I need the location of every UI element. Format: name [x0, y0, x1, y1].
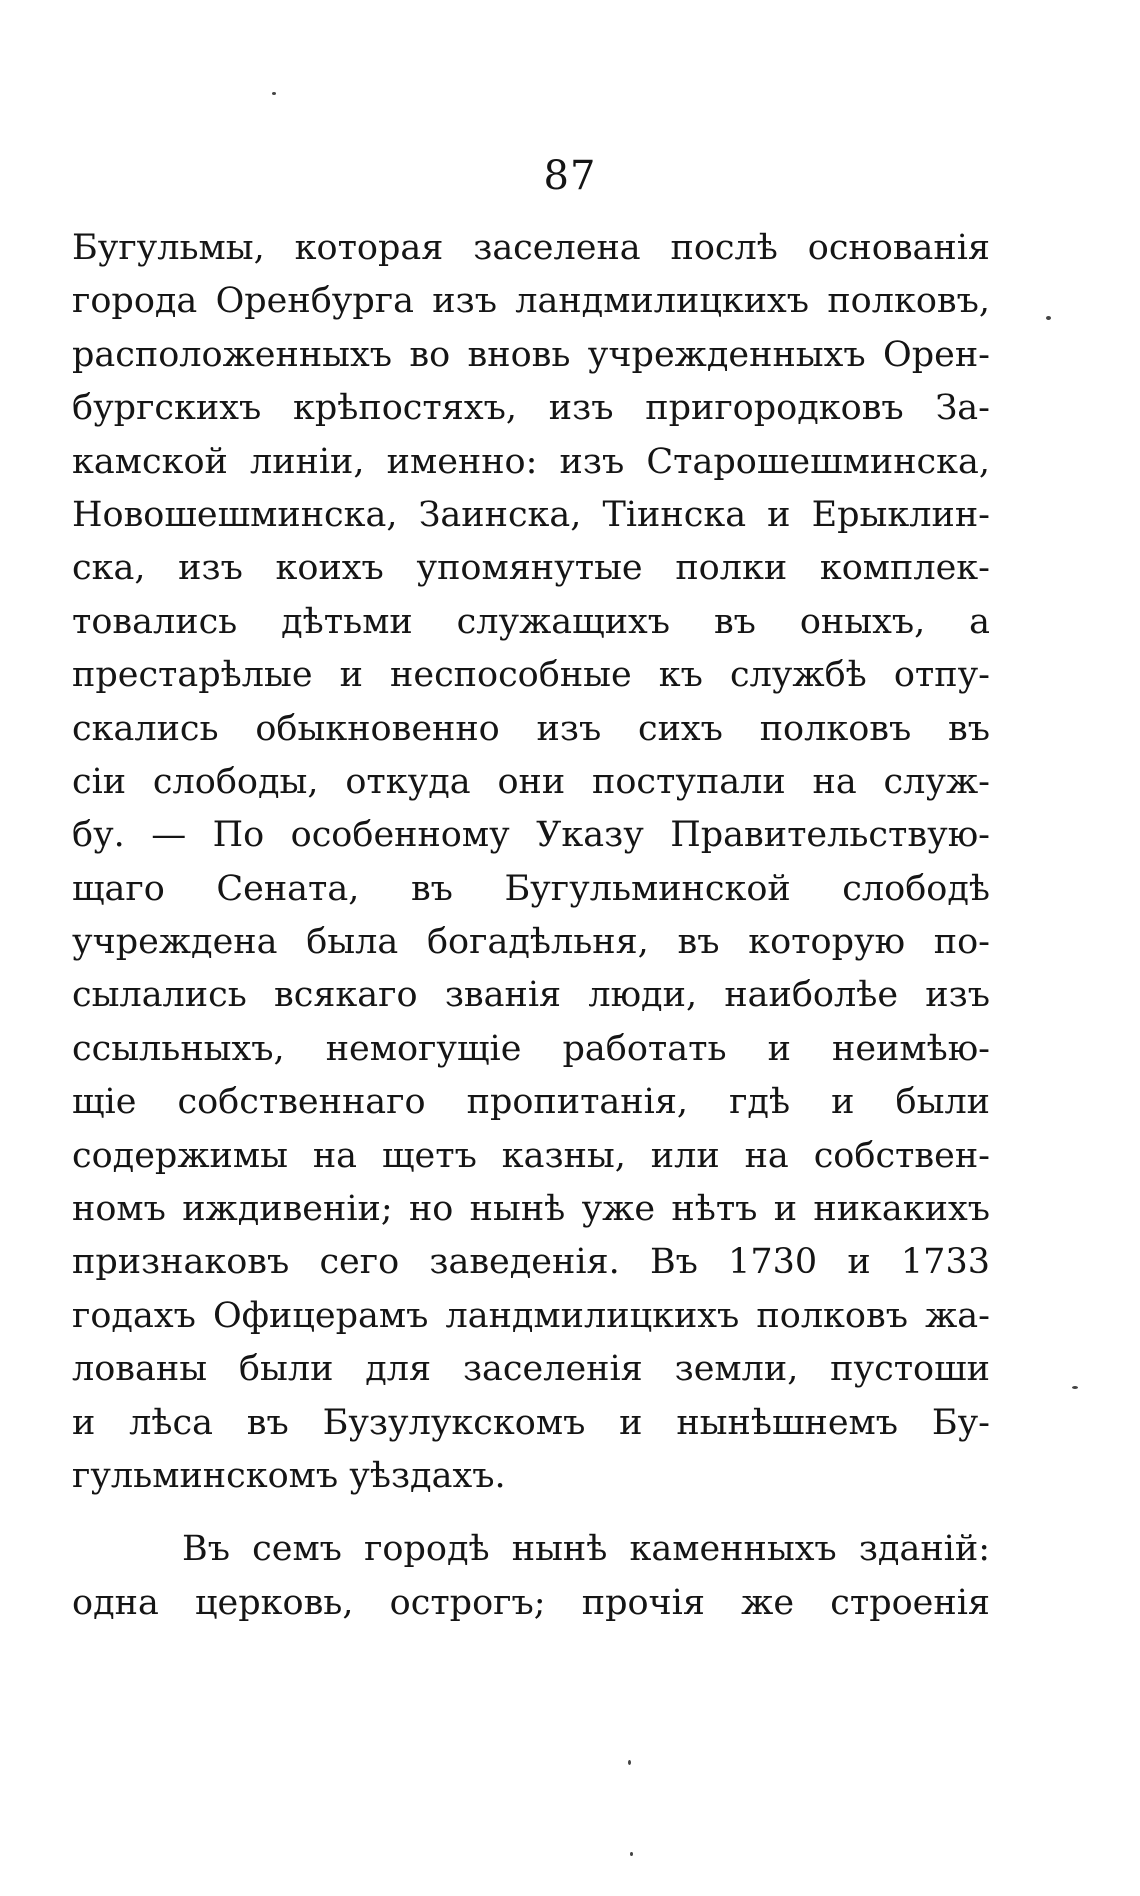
text-line: щіе собственнаго пропитанія, гдѣ и были	[72, 1082, 990, 1123]
text-line: годахъ Офицерамъ ландмилицкихъ полковъ жа-	[72, 1295, 990, 1336]
text-line: бу. — По особенному Указу Правительствую-	[72, 815, 990, 856]
text-line: ссыльныхъ, немогущіе работать и неимѣю-	[72, 1028, 990, 1069]
text-line: Новошешминска, Заинска, Тіинска и Ерыклин-	[72, 494, 990, 535]
scan-speck	[1046, 316, 1051, 320]
paragraph-gap	[72, 1503, 990, 1523]
text-line: Бугульмы, которая заселена послѣ основанія	[72, 228, 990, 268]
scan-speck	[630, 1852, 633, 1856]
text-line: сіи слободы, откуда они поступали на служ-	[72, 761, 990, 802]
text-line: и лѣса въ Бузулукскомъ и нынѣшнемъ Бу-	[72, 1402, 990, 1443]
body-text	[72, 222, 990, 1630]
page-number: 87	[543, 153, 597, 199]
text-line: признаковъ сего заведенія. Въ 1730 и 1733	[72, 1242, 990, 1283]
text-line: лованы были для заселенія земли, пустоши	[72, 1349, 990, 1390]
text-line: камской линіи, именно: изъ Старошешминска,	[72, 441, 990, 482]
text-line: Въ семъ городѣ нынѣ каменныхъ зданій:	[182, 1529, 990, 1570]
text-line: сылались всякаго званія люди, наиболѣе изъ	[72, 975, 990, 1016]
text-line: города Оренбурга изъ ландмилицкихъ полковъ,	[72, 281, 990, 322]
text-line: номъ иждивеніи; но нынѣ уже нѣтъ и никакихъ	[72, 1189, 990, 1230]
text-line: расположенныхъ во вновь учрежденныхъ Орен-	[72, 334, 990, 375]
text-line: ска, изъ коихъ упомянутые полки комплек-	[72, 548, 990, 589]
text-line: бургскихъ крѣпостяхъ, изъ пригородковъ За-	[72, 388, 990, 429]
scan-speck	[1072, 1386, 1078, 1389]
scan-speck	[628, 1760, 631, 1765]
text-line: товались дѣтьми служащихъ въ оныхъ, а	[72, 601, 990, 642]
text-line: содержимы на щетъ казны, или на собствен-	[72, 1135, 990, 1176]
text-line: престарѣлые и неспособные къ службѣ отпу-	[72, 655, 990, 696]
text-line: учреждена была богадѣльня, въ которую по-	[72, 922, 990, 963]
text-line: гульминскомъ уѣздахъ.	[72, 1455, 506, 1496]
paragraph-1	[72, 222, 990, 1503]
paragraph-2	[72, 1523, 990, 1630]
text-line: щаго Сената, въ Бугульминской слободѣ	[72, 868, 990, 909]
text-line: одна церковь, острогъ; прочія же строенія	[72, 1582, 990, 1623]
text-line: скались обыкновенно изъ сихъ полковъ въ	[72, 708, 990, 749]
scan-speck	[272, 92, 276, 95]
